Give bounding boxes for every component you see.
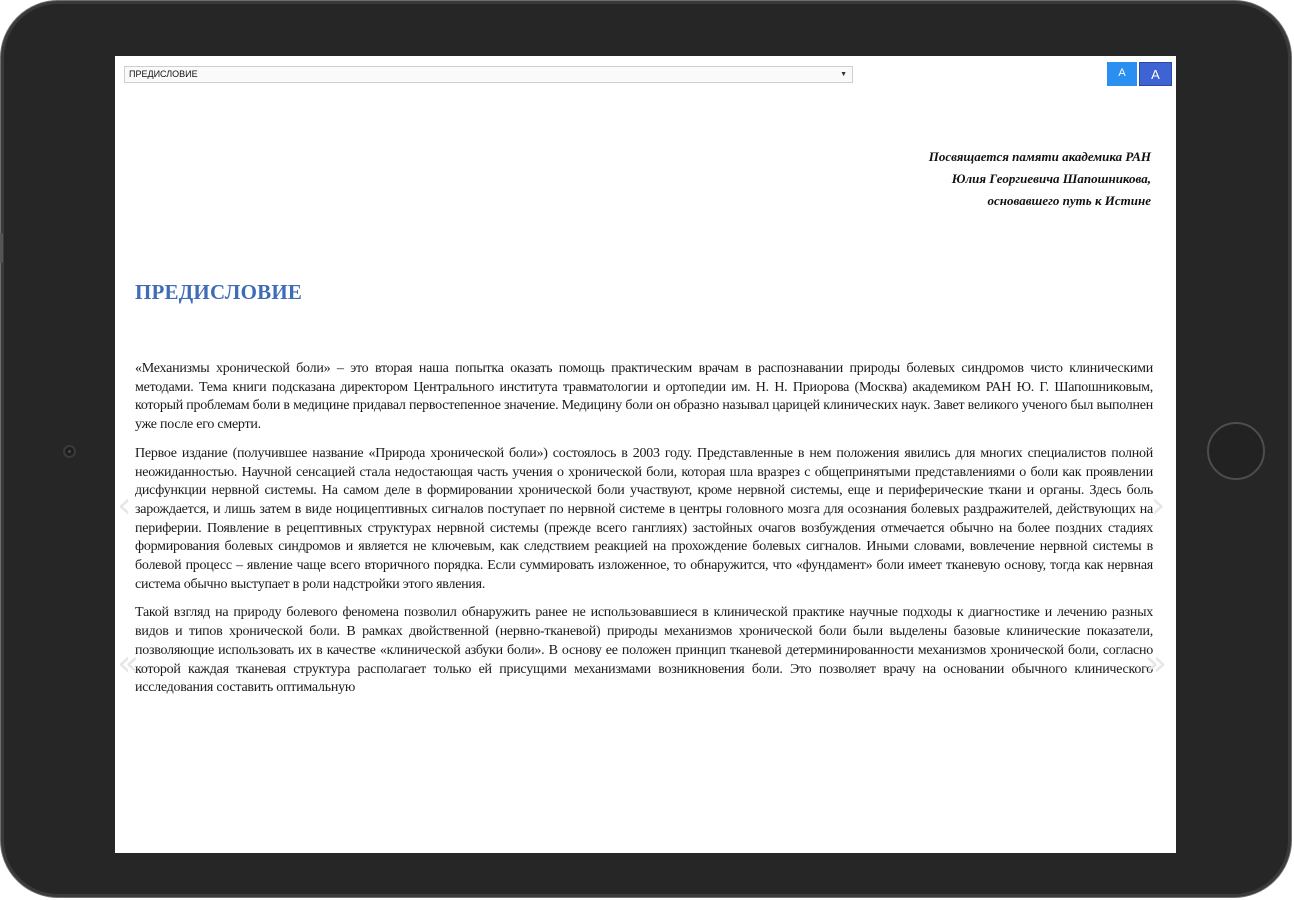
table-of-contents-select[interactable]	[124, 66, 853, 83]
tablet-side-button	[0, 233, 3, 263]
dedication	[731, 146, 1151, 212]
decrease-font-button[interactable]	[1107, 62, 1137, 86]
home-button[interactable]	[1207, 422, 1265, 480]
body-paragraph: «Механизмы хронической боли» – это вторая наша попытка оказать помощь практическим врачам в распознавании природы болевых синдромов чисто клиническими методами. Тема книги подсказана директором Центрального института травматологии и ортопедии им. Н. Н. Приорова (Москва) академиком РАН Ю. Г. Шапошниковым, который проблемам боли в медицине придавал первостепенное значение. Медицину боли он образно называл царицей клинических наук. Завет великого ученого был выполнен уже после его смерти.	[135, 361, 1153, 433]
next-page-arrow-icon[interactable]: ›	[1151, 485, 1166, 526]
increase-font-button[interactable]	[1139, 62, 1172, 86]
body-paragraph: Первое издание (получившее название «Природа хронической боли») состоялось в 2003 году. Представленные в нем положения явились для многих специалистов полной неожиданностью. Научной сенсацией стала недостающая часть учения о хронической боли, которая шла вразрез с общепринятыми представлениями о боли как проявлении дисфункции нервной системы. На самом деле в формировании хронической боли участвуют, кроме нервной системы, еще и периферические ткани и органы. Здесь боль зарождается, и лишь затем в виде ноцицептивных сигналов поступает по нервной системе в центры головного мозга для осознания болевых раздражителей, действующих на периферии. Появление в рецептивных структурах нервной системы (прежде всего ганглиях) застойных очагов возбуждения отмечается обычно на более поздних стадиях формирования болевых синдромов и является не ключевым, как следствием реакцией на прохождение болевых сигналов. Иными словами, вовлечение нервной системы в болевой процесс – явление чаще всего вторичного порядка. Если суммировать изложенное, то обнаружится, что «фундамент» боли имеет тканевую основу, тогда как нервная система обычно выступает в роли надстройки этого явления.	[135, 445, 1153, 592]
toc-select-value: ПРЕДИСЛОВИЕ	[129, 69, 198, 79]
previous-page-arrow-icon[interactable]: ‹	[117, 485, 132, 526]
increase-font-label: A	[1151, 67, 1160, 82]
dedication-line: Посвящается памяти академика РАН	[928, 149, 1151, 164]
camera-icon	[63, 445, 76, 458]
first-page-arrow-icon[interactable]: «	[117, 643, 140, 684]
chevron-down-icon: ▼	[840, 71, 847, 78]
chapter-title: ПРЕДИСЛОВИЕ	[135, 280, 303, 304]
dedication-line: Юлия Георгиевича Шапошникова,	[951, 171, 1151, 186]
body-paragraph: Такой взгляд на природу болевого феномена позволил обнаружить ранее не использовавшиеся в клинической практике научные подходы к диагностике и лечению разных видов и типов хронической боли. В рамках двойственной (нервно-тканевой) природы механизмов хронической боли были выделены базовые клинические показатели, позволяющие использовать их в качестве «клинической азбуки боли». В основу ее положен принцип тканевой детерминированности механизмов хронической боли, согласно которой каждая тканевая структура располагает только ей присущими механизмами возникновения боли. Это позволяет врачу на основании обычного клинического исследования составить оптимальную	[135, 605, 1153, 696]
dedication-line: основавшего путь к Истине	[987, 193, 1151, 208]
chapter-body	[135, 360, 1153, 708]
reader-screen	[115, 56, 1176, 853]
decrease-font-label: A	[1118, 67, 1126, 79]
last-page-arrow-icon[interactable]: »	[1145, 643, 1168, 684]
